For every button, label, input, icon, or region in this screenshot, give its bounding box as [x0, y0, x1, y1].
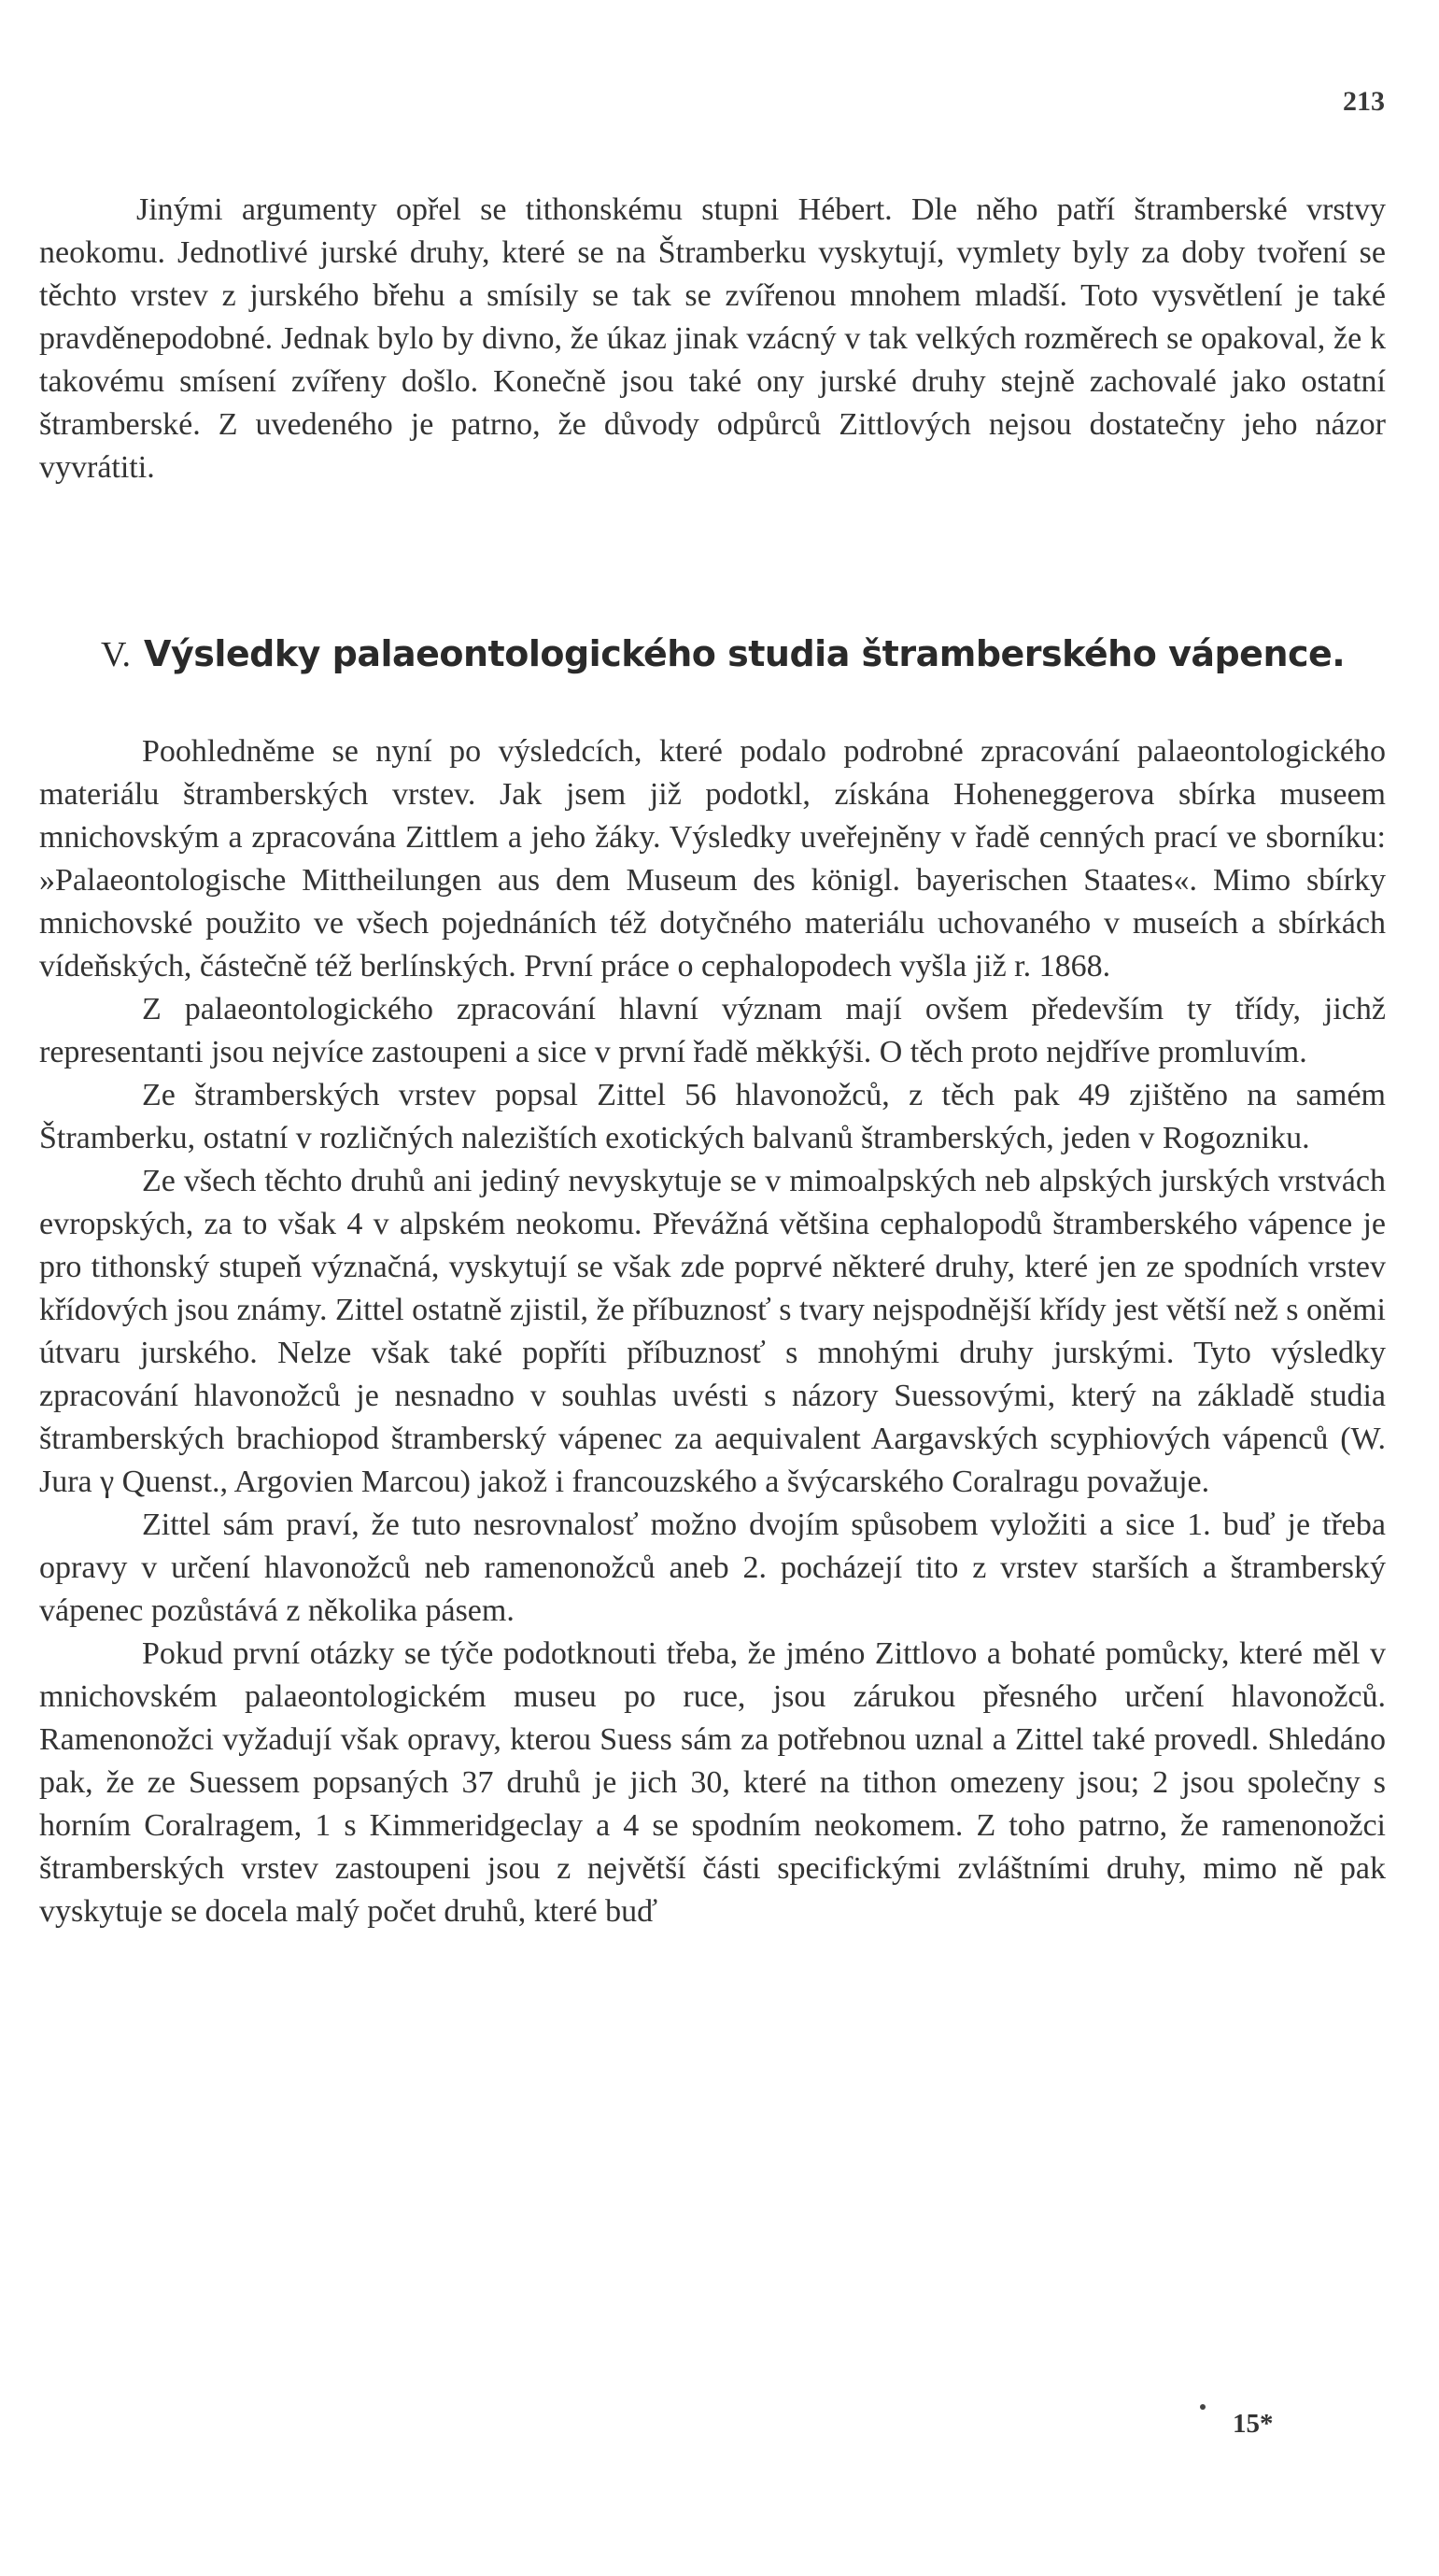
paragraph-results-intro: Poohledněme se nyní po výsledcích, které podalo podrobné zpracování palaeontologického materiálu štramberských vrstev. Jak jsem již podotkl, získána Hoheneggerova sbírka museem mnichovským a zpracována Zittlem a jeho žáky. Výsledky uveřejněny v řadě cenných prací ve sborníku: »Palaeontologische Mittheilungen aus dem Museum des königl. bayerischen Staates«. Mimo sbírky mnichovské použito ve všech pojednáních též dotyčného materiálu uchovaného v museích a sbírkách vídeňských, částečně též berlínských. První práce o cephalopodech vyšla již r. 1868. — [39, 734, 1386, 984]
section-number: V. — [101, 635, 132, 674]
paragraph-cephalopods: Ze štramberských vrstev popsal Zittel 56 hlavonožců, z těch pak 49 zjištěno na samém Štramberku, ostatní v rozličných nalezištích exotických balvanů štramberských, jeden v Rogozniku. — [39, 1078, 1386, 1155]
section-title: Výsledky palaeontologického studia štramberského vápence. — [144, 633, 1346, 674]
section-heading — [101, 633, 1390, 675]
paragraph-molluscs: Z palaeontologického zpracování hlavní význam mají ovšem především ty třídy, jichž representanti jsou nejvíce zastoupeni a sice v první řadě měkkýši. O těch proto nejdříve promluvím. — [39, 992, 1386, 1069]
intro-paragraph-block — [39, 189, 1386, 489]
body-text-block — [39, 730, 1386, 1933]
paragraph-brachiopods: Pokud první otázky se týče podotknouti třeba, že jméno Zittlovo a bohaté pomůcky, které měl v mnichovském palaeontologickém museu po ruce, jsou zárukou přesného určení hlavonožců. Ramenonožci vyžadují však opravy, kterou Suess sám za potřebnou uznal a Zittel také provedl. Shledáno pak, že ze Suessem popsaných 37 druhů je jich 30, které na tithon omezeny jsou; 2 jsou společny s horním Coralragem, 1 s Kimmeridgeclay a 4 se spodním neokomem. Z toho patrno, že ramenonožci štramberských vrstev zastoupeni jsou z největší části specifickými zvláštními druhy, mimo ně pak vyskytuje se docela malý počet druhů, které buď — [39, 1636, 1386, 1929]
paragraph-species-comparison: Ze všech těchto druhů ani jediný nevyskytuje se v mimoalpských neb alpských jurských vrstvách evropských, za to však 4 v alpském neokomu. Převážná většina cephalopodů štramberského vápence je pro tithonský stupeň význačná, vyskytují se však zde poprvé některé druhy, které jen ze spodních vrstev křídových jsou známy. Zittel ostatně zjistil, že příbuznosť s tvary nejspodnější křídy jest větší než s oněmi útvaru jurského. Nelze však také popříti příbuznosť s mnohými druhy jurskými. Tyto výsledky zpracování hlavonožců je nesnadno v souhlas uvésti s názory Suessovými, který na základě studia štramberských brachiopod štramberský vápenec za aequivalent Aargavských scyphiových vápenců (W. Jura γ Quenst., Argovien Marcou) jakož i francouzského a švýcarského Coralragu považuje. — [39, 1164, 1386, 1499]
page-number: 213 — [1343, 86, 1385, 117]
paragraph-zittel-explanation: Zittel sám praví, že tuto nesrovnalosť možno dvojím spůsobem vyložiti a sice 1. buď je třeba opravy v určení hlavonožců neb ramenonožců aneb 2. pocházejí tito z vrstev starších a štramberský vápenec pozůstává z několika pásem. — [39, 1507, 1386, 1628]
signature-mark: 15* — [1233, 2409, 1274, 2439]
footer-mark — [1200, 2404, 1206, 2410]
intro-paragraph: Jinými argumenty opřel se tithonskému stupni Hébert. Dle něho patří štramberské vrstvy neokomu. Jednotlivé jurské druhy, které se na Štramberku vyskytují, vymlety byly za doby tvoření se těchto vrstev z jurského břehu a smísily se tak se zvířenou mnohem mladší. Toto vysvětlení je také pravděnepodobné. Jednak bylo by divno, že úkaz jinak vzácný v tak velkých rozměrech se opakoval, že k takovému smísení zvířeny došlo. Konečně jsou také ony jurské druhy stejně zachovalé jako ostatní štramberské. Z uvedeného je patrno, že důvody odpůrců Zittlových nejsou dostatečny jeho názor vyvrátiti. — [39, 192, 1386, 485]
